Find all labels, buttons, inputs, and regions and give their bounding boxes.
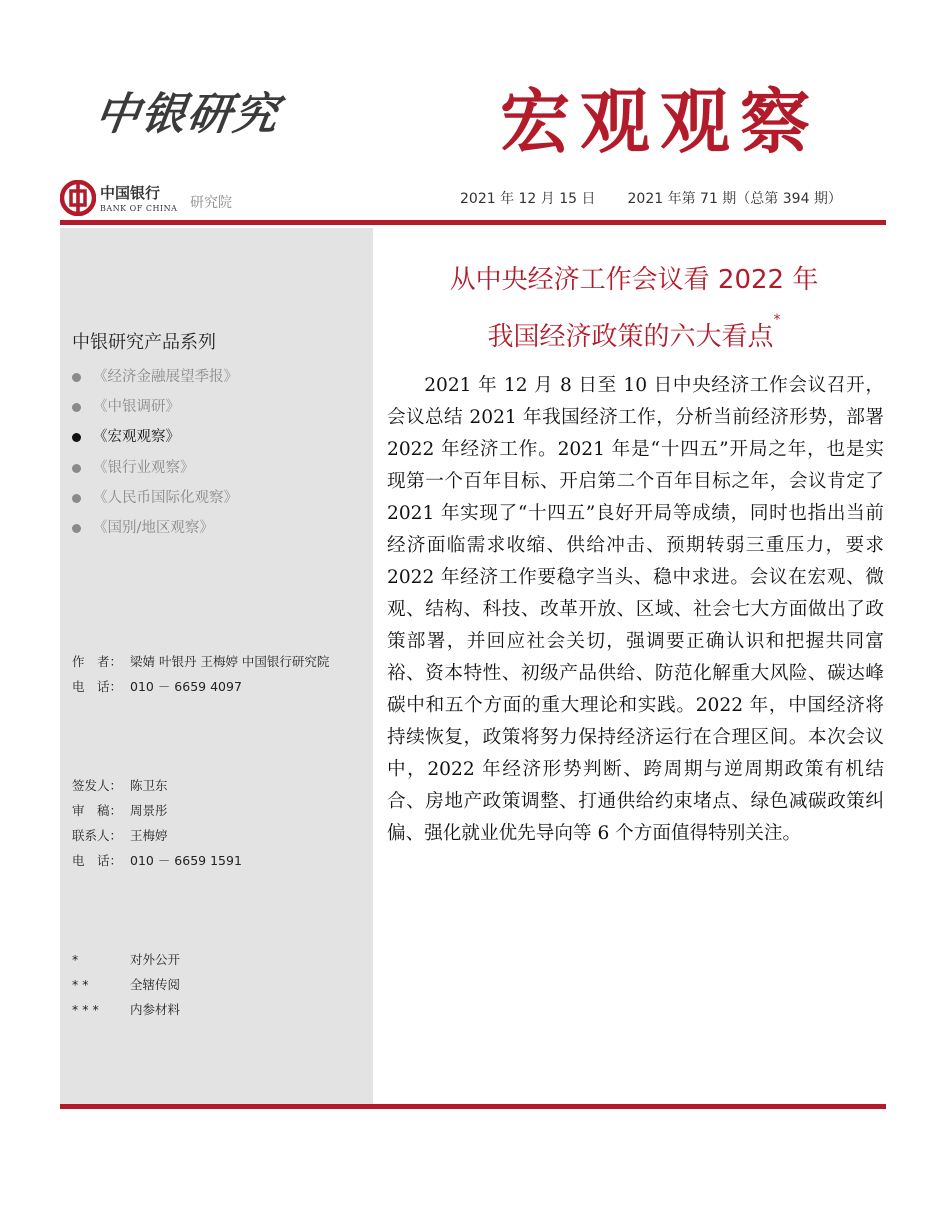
phone-value: 010 － 6659 4097 — [130, 679, 242, 694]
bullet-icon — [72, 373, 81, 382]
reviewer-label: 审 稿： — [72, 803, 123, 818]
bank-name-en: BANK OF CHINA — [100, 204, 178, 213]
publication-title: 宏观观察 — [500, 80, 820, 163]
series-list — [72, 366, 238, 547]
article-title-text: 我国经济政策的六大看点 — [487, 322, 774, 352]
phone-label: 电 话： — [72, 679, 123, 694]
issuer-value: 陈卫东 — [130, 778, 168, 793]
series-item[interactable]: 《经济金融展望季报》 — [72, 366, 238, 396]
contact-label: 联系人： — [72, 828, 123, 843]
phone-value: 010 － 6659 1591 — [130, 853, 242, 868]
series-item[interactable]: 《国别/地区观察》 — [72, 517, 238, 547]
footer-divider — [60, 1104, 886, 1109]
bullet-icon — [72, 524, 81, 533]
issue-number: 2021 年第 71 期（总第 394 期） — [627, 191, 842, 207]
article-body: 2021 年 12 月 8 日至 10 日中央经济工作会议召开，会议总结 2021 年我国经济工作，分析当前经济形势，部署 2022 年经济工作。2021 年是“十四五”开局之年，也是实现第一个百年目标、开启第二个百年目标之年，会议肯定了 2021 年实现了“十四五”良好开局等成绩，同时也指出当前经济面临需求收缩、供给冲击、预期转弱三重压力，要求 2022 年经济工作要稳字当头、稳中求进。会议在宏观、微观、结构、科技、改革开放、区域、社会七大方面做出了政策部署，并回应社会关切，强调要正确认识和把握共同富裕、资本特性、初级产品供给、防范化解重大风险、碳达峰碳中和五个方面的重大理论和实践。2022 年，中国经济将持续恢复，政策将努力保持经济运行在合理区间。本次会议中，2022 年经济形势判断、跨周期与逆周期政策有机结合、房地产政策调整、打通供给约束堵点、绿色减碳政策纠偏、强化就业优先导向等 6 个方面值得特别关注。 — [387, 375, 884, 844]
reviewer-value: 周景彤 — [130, 803, 168, 818]
authors-value: 梁婧 叶银丹 王梅婷 中国银行研究院 — [130, 654, 330, 669]
legend-mark: *** — [72, 1002, 103, 1017]
title-footnote-mark: * — [773, 312, 781, 328]
article-title-line2 — [384, 312, 884, 353]
distribution-legend — [72, 950, 180, 1025]
publish-date: 2021 年 12 月 15 日 — [460, 191, 596, 207]
phone-label: 电 话： — [72, 853, 123, 868]
bullet-icon — [72, 464, 81, 473]
article-title-line1: 从中央经济工作会议看 2022 年 — [449, 265, 819, 295]
institute-label: 研究院 — [190, 195, 232, 211]
approval-info — [72, 776, 242, 876]
bank-name-cn: 中国银行 — [100, 184, 161, 202]
series-item-current[interactable]: 《宏观观察》 — [72, 426, 238, 456]
header-divider — [60, 220, 886, 225]
legend-mark: * — [72, 952, 83, 967]
legend-text: 对外公开 — [130, 952, 181, 967]
date-issue-line — [460, 188, 842, 208]
contact-value: 王梅婷 — [130, 828, 168, 843]
legend-text: 全辖传阅 — [130, 977, 181, 992]
series-item[interactable]: 《人民币国际化观察》 — [72, 487, 238, 517]
bullet-icon — [72, 433, 81, 442]
bullet-icon — [72, 494, 81, 503]
legend-text: 内参材料 — [130, 1002, 181, 1017]
bullet-icon — [72, 403, 81, 412]
legend-mark: ** — [72, 977, 93, 992]
bank-of-china-logo-icon — [60, 180, 96, 216]
issuer-label: 签发人： — [72, 778, 123, 793]
series-item[interactable]: 《银行业观察》 — [72, 457, 238, 487]
authors-label: 作 者： — [72, 654, 123, 669]
brand-calligraphy: 中银研究 — [91, 89, 283, 140]
author-info — [72, 652, 329, 702]
series-item[interactable]: 《中银调研》 — [72, 396, 238, 426]
series-heading: 中银研究产品系列 — [72, 332, 216, 353]
